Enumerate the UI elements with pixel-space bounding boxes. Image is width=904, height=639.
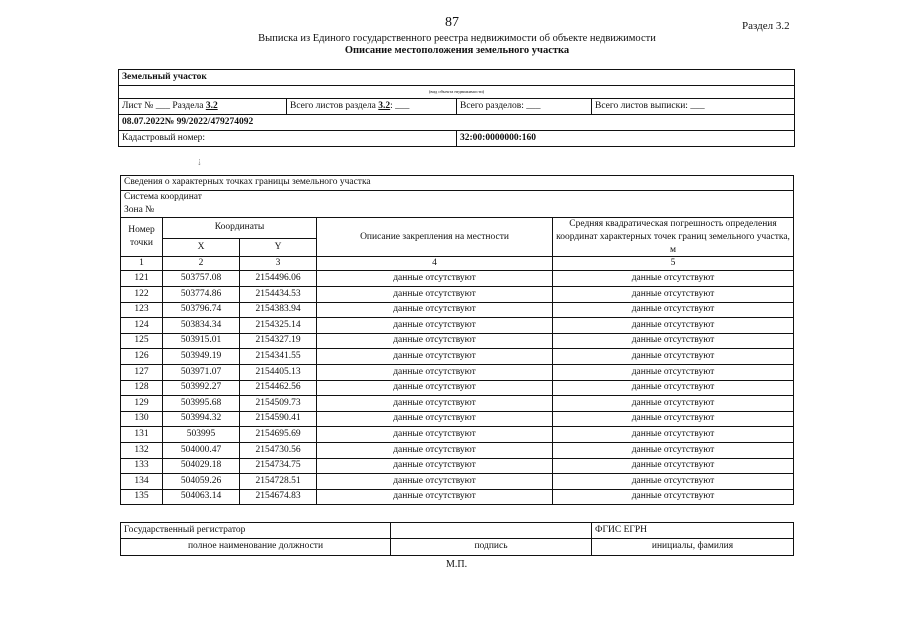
stamp-place: М.П. bbox=[446, 559, 468, 570]
extract-date-number: 08.07.2022№ 99/2022/479274092 bbox=[119, 115, 795, 131]
sign-caption: подпись bbox=[391, 539, 592, 556]
point-y: 2154496.06 bbox=[240, 271, 317, 287]
signature-field bbox=[391, 523, 592, 539]
point-y: 2154730.56 bbox=[240, 442, 317, 458]
point-y: 2154383.94 bbox=[240, 302, 317, 318]
coordinate-system: Система координат Зона № bbox=[121, 191, 794, 218]
point-x: 503971.07 bbox=[163, 365, 240, 381]
point-number: 125 bbox=[121, 333, 163, 349]
point-y: 2154327.19 bbox=[240, 333, 317, 349]
object-info-table bbox=[118, 69, 795, 147]
point-error: данные отсутствуют bbox=[553, 396, 794, 412]
col-x: X bbox=[163, 238, 240, 257]
point-x: 503915.01 bbox=[163, 333, 240, 349]
fgis-name: ФГИС ЕГРН bbox=[592, 523, 794, 539]
point-y: 2154434.53 bbox=[240, 287, 317, 303]
point-y: 2154509.73 bbox=[240, 396, 317, 412]
total-sections: Всего разделов: ___ bbox=[457, 99, 592, 115]
registrar-position: Государственный регистратор bbox=[121, 523, 391, 539]
section-label: Раздел 3.2 bbox=[742, 20, 790, 32]
point-number: 129 bbox=[121, 396, 163, 412]
point-row bbox=[121, 318, 794, 334]
point-y: 2154325.14 bbox=[240, 318, 317, 334]
point-number: 134 bbox=[121, 474, 163, 490]
points-table-title: Сведения о характерных точках границы земельного участка bbox=[121, 176, 794, 191]
point-error: данные отсутствуют bbox=[553, 442, 794, 458]
col-index: 5 bbox=[553, 257, 794, 271]
point-number: 127 bbox=[121, 365, 163, 381]
point-number: 121 bbox=[121, 271, 163, 287]
point-x: 503995 bbox=[163, 427, 240, 443]
point-y: 2154341.55 bbox=[240, 349, 317, 365]
point-row bbox=[121, 474, 794, 490]
col-description: Описание закрепления на местности bbox=[317, 218, 553, 257]
point-number: 130 bbox=[121, 411, 163, 427]
point-x: 503995.68 bbox=[163, 396, 240, 412]
point-number: 128 bbox=[121, 380, 163, 396]
signature-table bbox=[120, 522, 794, 556]
point-x: 504059.26 bbox=[163, 474, 240, 490]
document-subtitle: Описание местоположения земельного участка bbox=[344, 45, 570, 56]
point-y: 2154674.83 bbox=[240, 489, 317, 505]
point-y: 2154590.41 bbox=[240, 411, 317, 427]
initials-caption: инициалы, фамилия bbox=[592, 539, 794, 556]
page-number: 87 bbox=[445, 15, 459, 30]
point-description: данные отсутствуют bbox=[317, 302, 553, 318]
point-number: 124 bbox=[121, 318, 163, 334]
point-rows bbox=[121, 271, 794, 505]
object-type: Земельный участок bbox=[119, 70, 795, 86]
point-row bbox=[121, 489, 794, 505]
col-y: Y bbox=[240, 238, 317, 257]
point-x: 503757.08 bbox=[163, 271, 240, 287]
point-y: 2154462.56 bbox=[240, 380, 317, 396]
point-row bbox=[121, 271, 794, 287]
point-error: данные отсутствуют bbox=[553, 380, 794, 396]
point-error: данные отсутствуют bbox=[553, 287, 794, 303]
point-description: данные отсутствуют bbox=[317, 458, 553, 474]
point-error: данные отсутствуют bbox=[553, 318, 794, 334]
col-point-number: Номер точки bbox=[121, 218, 163, 257]
point-number: 132 bbox=[121, 442, 163, 458]
point-row bbox=[121, 411, 794, 427]
point-x: 504029.18 bbox=[163, 458, 240, 474]
point-description: данные отсутствуют bbox=[317, 411, 553, 427]
point-description: данные отсутствуют bbox=[317, 489, 553, 505]
col-index: 1 bbox=[121, 257, 163, 271]
col-index: 3 bbox=[240, 257, 317, 271]
point-error: данные отсутствуют bbox=[553, 411, 794, 427]
point-description: данные отсутствуют bbox=[317, 287, 553, 303]
point-description: данные отсутствуют bbox=[317, 396, 553, 412]
point-x: 503796.74 bbox=[163, 302, 240, 318]
point-description: данные отсутствуют bbox=[317, 365, 553, 381]
position-caption: полное наименование должности bbox=[121, 539, 391, 556]
point-error: данные отсутствуют bbox=[553, 458, 794, 474]
point-description: данные отсутствуют bbox=[317, 442, 553, 458]
point-row bbox=[121, 442, 794, 458]
point-x: 504063.14 bbox=[163, 489, 240, 505]
point-row bbox=[121, 380, 794, 396]
point-description: данные отсутствуют bbox=[317, 474, 553, 490]
point-y: 2154695.69 bbox=[240, 427, 317, 443]
point-x: 504000.47 bbox=[163, 442, 240, 458]
col-index: 2 bbox=[163, 257, 240, 271]
point-row bbox=[121, 365, 794, 381]
point-error: данные отсутствуют bbox=[553, 271, 794, 287]
total-extract-sheets: Всего листов выписки: ___ bbox=[592, 99, 795, 115]
point-description: данные отсутствуют bbox=[317, 333, 553, 349]
point-x: 503949.19 bbox=[163, 349, 240, 365]
point-y: 2154405.13 bbox=[240, 365, 317, 381]
point-number: 123 bbox=[121, 302, 163, 318]
point-row bbox=[121, 333, 794, 349]
point-row bbox=[121, 427, 794, 443]
point-x: 503834.34 bbox=[163, 318, 240, 334]
point-error: данные отсутствуют bbox=[553, 333, 794, 349]
boundary-points-table bbox=[120, 175, 794, 505]
scan-mark: ⇣ bbox=[196, 158, 203, 167]
point-description: данные отсутствуют bbox=[317, 349, 553, 365]
point-number: 131 bbox=[121, 427, 163, 443]
cadastral-number: 32:00:0000000:160 bbox=[457, 131, 795, 147]
point-number: 126 bbox=[121, 349, 163, 365]
point-number: 133 bbox=[121, 458, 163, 474]
point-row bbox=[121, 287, 794, 303]
point-description: данные отсутствуют bbox=[317, 271, 553, 287]
col-index: 4 bbox=[317, 257, 553, 271]
point-error: данные отсутствуют bbox=[553, 302, 794, 318]
point-number: 122 bbox=[121, 287, 163, 303]
point-x: 503992.27 bbox=[163, 380, 240, 396]
sheet-number: Лист № ___ Раздела 3.2 bbox=[119, 99, 287, 115]
point-x: 503994.32 bbox=[163, 411, 240, 427]
point-x: 503774.86 bbox=[163, 287, 240, 303]
document-title: Выписка из Единого государственного реестра недвижимости об объекте недвижимости bbox=[258, 33, 656, 44]
col-error: Средняя квадратическая погрешность определения координат характерных точек границ земельного участка, м bbox=[553, 218, 794, 257]
point-description: данные отсутствуют bbox=[317, 318, 553, 334]
point-description: данные отсутствуют bbox=[317, 427, 553, 443]
cadastral-label: Кадастровый номер: bbox=[119, 131, 457, 147]
point-error: данные отсутствуют bbox=[553, 365, 794, 381]
point-error: данные отсутствуют bbox=[553, 474, 794, 490]
point-number: 135 bbox=[121, 489, 163, 505]
point-row bbox=[121, 396, 794, 412]
point-y: 2154734.75 bbox=[240, 458, 317, 474]
point-y: 2154728.51 bbox=[240, 474, 317, 490]
point-error: данные отсутствуют bbox=[553, 427, 794, 443]
point-row bbox=[121, 349, 794, 365]
total-sheets-section: Всего листов раздела 3.2: ___ bbox=[287, 99, 457, 115]
point-description: данные отсутствуют bbox=[317, 380, 553, 396]
point-error: данные отсутствуют bbox=[553, 489, 794, 505]
point-row bbox=[121, 302, 794, 318]
object-type-caption: (вид объекта недвижимости) bbox=[119, 86, 795, 99]
point-row bbox=[121, 458, 794, 474]
col-coordinates: Координаты bbox=[163, 218, 317, 239]
point-error: данные отсутствуют bbox=[553, 349, 794, 365]
